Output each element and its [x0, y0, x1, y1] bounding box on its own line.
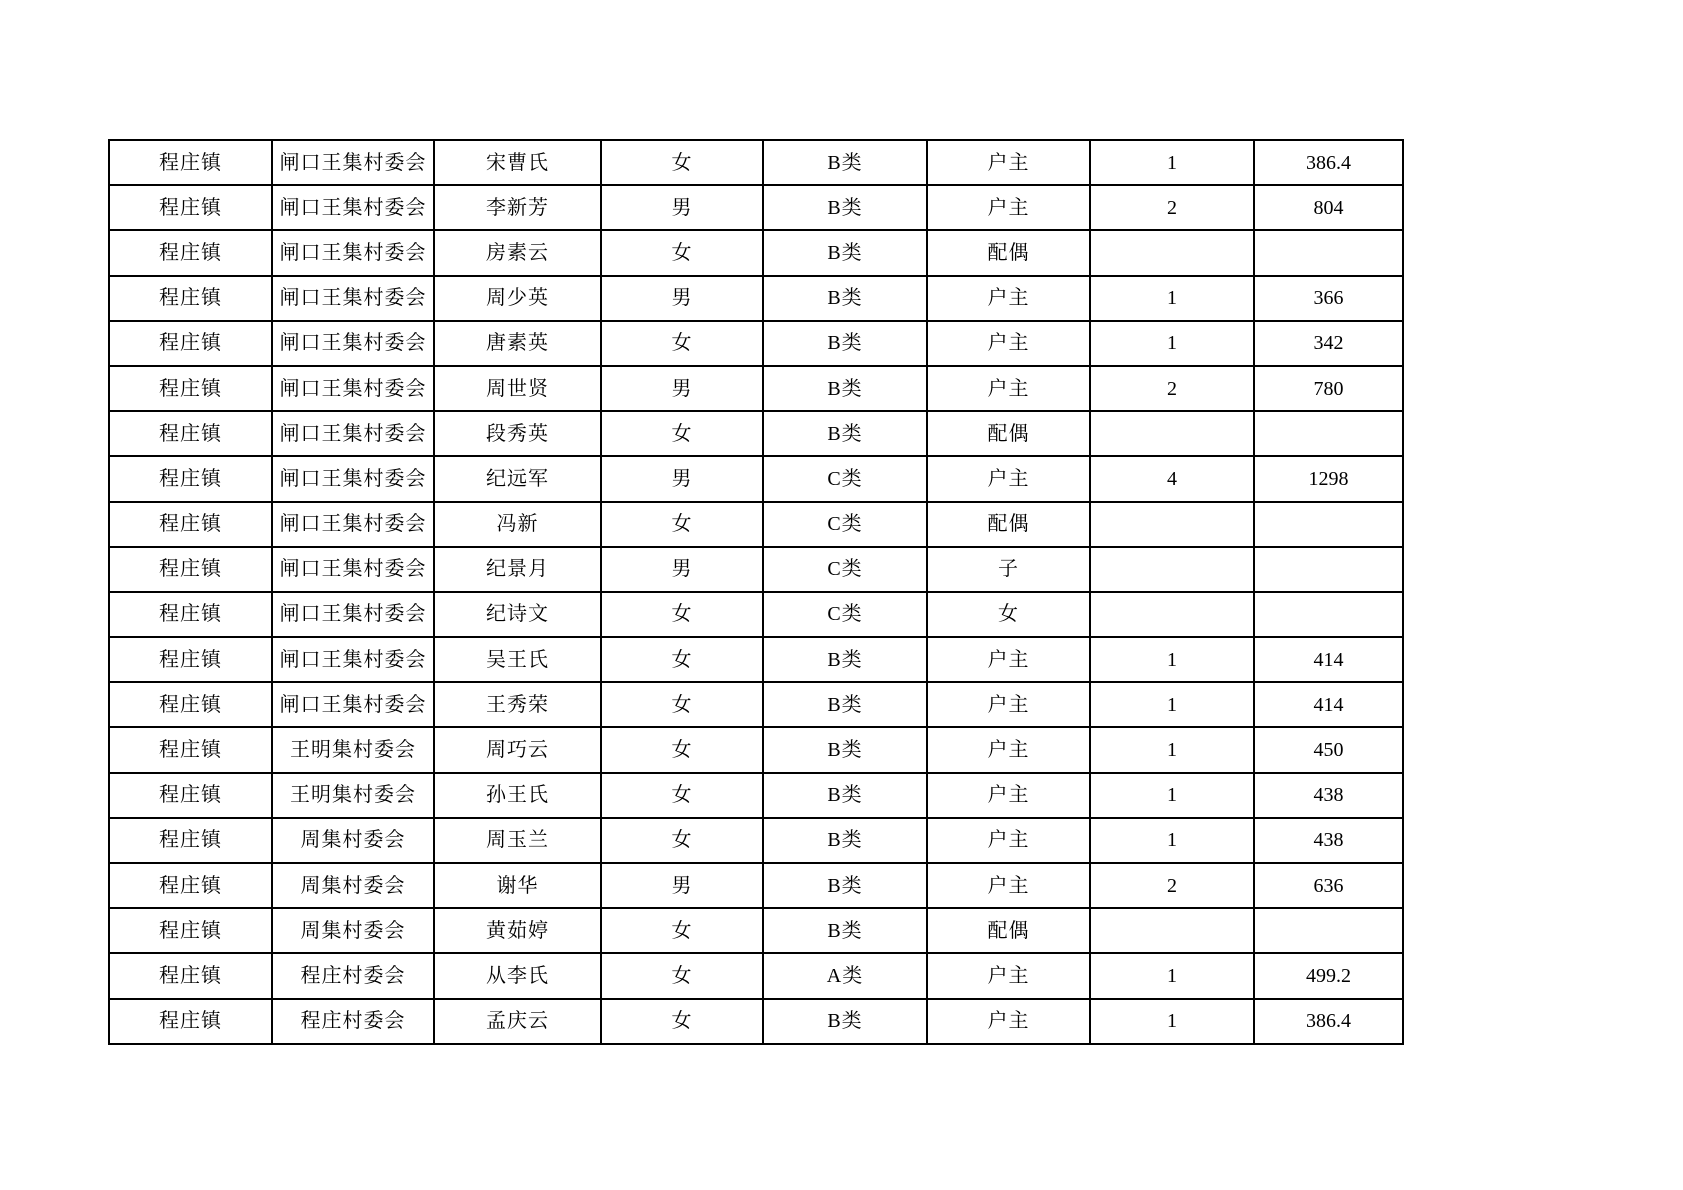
cell-relation: 户主 [927, 818, 1090, 863]
cell-relation: 配偶 [927, 411, 1090, 456]
table-row [109, 411, 1403, 456]
cell-amount: 1298 [1254, 456, 1403, 501]
cell-relation: 户主 [927, 773, 1090, 818]
cell-amount: 499.2 [1254, 953, 1403, 998]
cell-category: B类 [763, 321, 927, 366]
cell-amount [1254, 411, 1403, 456]
cell-category: C类 [763, 547, 927, 592]
cell-relation: 户主 [927, 276, 1090, 321]
cell-town: 程庄镇 [109, 456, 272, 501]
cell-category: B类 [763, 773, 927, 818]
cell-amount: 780 [1254, 366, 1403, 411]
cell-count: 1 [1090, 276, 1254, 321]
cell-person-name: 周玉兰 [434, 818, 601, 863]
cell-person-name: 唐素英 [434, 321, 601, 366]
cell-village-committee: 闸口王集村委会 [272, 140, 434, 185]
cell-count: 1 [1090, 953, 1254, 998]
cell-amount: 438 [1254, 818, 1403, 863]
beneficiary-table [108, 139, 1404, 1045]
cell-person-name: 宋曹氏 [434, 140, 601, 185]
cell-town: 程庄镇 [109, 953, 272, 998]
cell-relation: 子 [927, 547, 1090, 592]
table-row [109, 727, 1403, 772]
cell-town: 程庄镇 [109, 863, 272, 908]
cell-village-committee: 周集村委会 [272, 863, 434, 908]
cell-amount: 366 [1254, 276, 1403, 321]
cell-category: B类 [763, 863, 927, 908]
table-row [109, 456, 1403, 501]
table-row [109, 502, 1403, 547]
cell-village-committee: 闸口王集村委会 [272, 502, 434, 547]
cell-amount: 804 [1254, 185, 1403, 230]
cell-amount: 414 [1254, 682, 1403, 727]
cell-gender: 女 [601, 999, 763, 1044]
cell-category: B类 [763, 230, 927, 275]
cell-town: 程庄镇 [109, 502, 272, 547]
cell-town: 程庄镇 [109, 592, 272, 637]
cell-gender: 男 [601, 863, 763, 908]
cell-gender: 女 [601, 230, 763, 275]
cell-gender: 男 [601, 276, 763, 321]
cell-amount: 342 [1254, 321, 1403, 366]
cell-category: C类 [763, 592, 927, 637]
cell-town: 程庄镇 [109, 999, 272, 1044]
cell-person-name: 周少英 [434, 276, 601, 321]
cell-town: 程庄镇 [109, 140, 272, 185]
cell-town: 程庄镇 [109, 727, 272, 772]
cell-person-name: 纪诗文 [434, 592, 601, 637]
cell-village-committee: 闸口王集村委会 [272, 682, 434, 727]
cell-count: 1 [1090, 727, 1254, 772]
cell-relation: 户主 [927, 863, 1090, 908]
cell-gender: 女 [601, 502, 763, 547]
cell-town: 程庄镇 [109, 682, 272, 727]
cell-village-committee: 闸口王集村委会 [272, 547, 434, 592]
cell-gender: 男 [601, 185, 763, 230]
cell-gender: 女 [601, 637, 763, 682]
cell-count [1090, 230, 1254, 275]
table-row [109, 276, 1403, 321]
table-row [109, 185, 1403, 230]
cell-count: 1 [1090, 999, 1254, 1044]
cell-person-name: 冯新 [434, 502, 601, 547]
table-row [109, 366, 1403, 411]
cell-person-name: 房素云 [434, 230, 601, 275]
cell-town: 程庄镇 [109, 773, 272, 818]
cell-relation: 户主 [927, 953, 1090, 998]
cell-gender: 女 [601, 818, 763, 863]
cell-count: 1 [1090, 321, 1254, 366]
table-row [109, 637, 1403, 682]
cell-person-name: 黄茹婷 [434, 908, 601, 953]
cell-village-committee: 程庄村委会 [272, 953, 434, 998]
cell-category: B类 [763, 908, 927, 953]
cell-count: 1 [1090, 140, 1254, 185]
cell-amount [1254, 547, 1403, 592]
cell-gender: 女 [601, 592, 763, 637]
cell-gender: 女 [601, 773, 763, 818]
cell-village-committee: 闸口王集村委会 [272, 276, 434, 321]
cell-village-committee: 王明集村委会 [272, 773, 434, 818]
table-row [109, 321, 1403, 366]
cell-relation: 户主 [927, 366, 1090, 411]
cell-relation: 户主 [927, 999, 1090, 1044]
cell-village-committee: 闸口王集村委会 [272, 637, 434, 682]
cell-village-committee: 闸口王集村委会 [272, 230, 434, 275]
cell-category: B类 [763, 366, 927, 411]
cell-person-name: 孟庆云 [434, 999, 601, 1044]
table-row [109, 999, 1403, 1044]
cell-count: 2 [1090, 366, 1254, 411]
cell-amount: 438 [1254, 773, 1403, 818]
cell-relation: 女 [927, 592, 1090, 637]
cell-amount [1254, 592, 1403, 637]
table-row [109, 592, 1403, 637]
cell-town: 程庄镇 [109, 818, 272, 863]
cell-count [1090, 411, 1254, 456]
cell-village-committee: 程庄村委会 [272, 999, 434, 1044]
cell-count: 4 [1090, 456, 1254, 501]
cell-count: 1 [1090, 682, 1254, 727]
cell-category: B类 [763, 818, 927, 863]
cell-person-name: 孙王氏 [434, 773, 601, 818]
cell-count [1090, 547, 1254, 592]
cell-count [1090, 502, 1254, 547]
cell-category: B类 [763, 140, 927, 185]
cell-count [1090, 908, 1254, 953]
cell-count: 2 [1090, 863, 1254, 908]
cell-town: 程庄镇 [109, 230, 272, 275]
cell-village-committee: 周集村委会 [272, 908, 434, 953]
cell-person-name: 王秀荣 [434, 682, 601, 727]
cell-person-name: 周世贤 [434, 366, 601, 411]
table-row [109, 773, 1403, 818]
cell-count: 1 [1090, 818, 1254, 863]
cell-amount: 414 [1254, 637, 1403, 682]
cell-category: B类 [763, 185, 927, 230]
table-row [109, 547, 1403, 592]
cell-gender: 女 [601, 140, 763, 185]
cell-category: B类 [763, 637, 927, 682]
cell-person-name: 纪景月 [434, 547, 601, 592]
cell-gender: 女 [601, 411, 763, 456]
cell-town: 程庄镇 [109, 411, 272, 456]
cell-gender: 女 [601, 953, 763, 998]
cell-relation: 配偶 [927, 230, 1090, 275]
cell-amount [1254, 502, 1403, 547]
cell-category: B类 [763, 276, 927, 321]
cell-gender: 男 [601, 456, 763, 501]
cell-relation: 配偶 [927, 908, 1090, 953]
cell-person-name: 周巧云 [434, 727, 601, 772]
cell-village-committee: 王明集村委会 [272, 727, 434, 772]
cell-category: B类 [763, 682, 927, 727]
cell-town: 程庄镇 [109, 366, 272, 411]
cell-category: A类 [763, 953, 927, 998]
cell-town: 程庄镇 [109, 637, 272, 682]
cell-person-name: 李新芳 [434, 185, 601, 230]
cell-relation: 户主 [927, 321, 1090, 366]
cell-relation: 配偶 [927, 502, 1090, 547]
table-body [109, 140, 1403, 1044]
cell-category: B类 [763, 727, 927, 772]
cell-amount: 450 [1254, 727, 1403, 772]
cell-amount [1254, 230, 1403, 275]
cell-relation: 户主 [927, 682, 1090, 727]
table-row [109, 863, 1403, 908]
cell-count [1090, 592, 1254, 637]
table-row [109, 230, 1403, 275]
cell-category: C类 [763, 502, 927, 547]
cell-village-committee: 闸口王集村委会 [272, 366, 434, 411]
table-row [109, 140, 1403, 185]
table-row [109, 682, 1403, 727]
cell-person-name: 纪远军 [434, 456, 601, 501]
cell-village-committee: 周集村委会 [272, 818, 434, 863]
cell-amount: 386.4 [1254, 999, 1403, 1044]
cell-town: 程庄镇 [109, 547, 272, 592]
cell-relation: 户主 [927, 637, 1090, 682]
cell-count: 1 [1090, 773, 1254, 818]
cell-village-committee: 闸口王集村委会 [272, 456, 434, 501]
cell-category: B类 [763, 411, 927, 456]
cell-town: 程庄镇 [109, 908, 272, 953]
cell-town: 程庄镇 [109, 321, 272, 366]
table-row [109, 953, 1403, 998]
cell-count: 1 [1090, 637, 1254, 682]
cell-gender: 女 [601, 727, 763, 772]
cell-relation: 户主 [927, 456, 1090, 501]
table-row [109, 908, 1403, 953]
cell-person-name: 从李氏 [434, 953, 601, 998]
table-row [109, 818, 1403, 863]
cell-count: 2 [1090, 185, 1254, 230]
cell-amount [1254, 908, 1403, 953]
cell-person-name: 吴王氏 [434, 637, 601, 682]
cell-village-committee: 闸口王集村委会 [272, 321, 434, 366]
cell-town: 程庄镇 [109, 185, 272, 230]
cell-category: C类 [763, 456, 927, 501]
cell-gender: 男 [601, 366, 763, 411]
cell-gender: 女 [601, 682, 763, 727]
cell-relation: 户主 [927, 185, 1090, 230]
cell-village-committee: 闸口王集村委会 [272, 185, 434, 230]
cell-town: 程庄镇 [109, 276, 272, 321]
cell-category: B类 [763, 999, 927, 1044]
cell-amount: 386.4 [1254, 140, 1403, 185]
cell-person-name: 段秀英 [434, 411, 601, 456]
cell-gender: 女 [601, 908, 763, 953]
cell-village-committee: 闸口王集村委会 [272, 411, 434, 456]
cell-amount: 636 [1254, 863, 1403, 908]
cell-relation: 户主 [927, 140, 1090, 185]
cell-relation: 户主 [927, 727, 1090, 772]
cell-village-committee: 闸口王集村委会 [272, 592, 434, 637]
cell-person-name: 谢华 [434, 863, 601, 908]
cell-gender: 女 [601, 321, 763, 366]
cell-gender: 男 [601, 547, 763, 592]
